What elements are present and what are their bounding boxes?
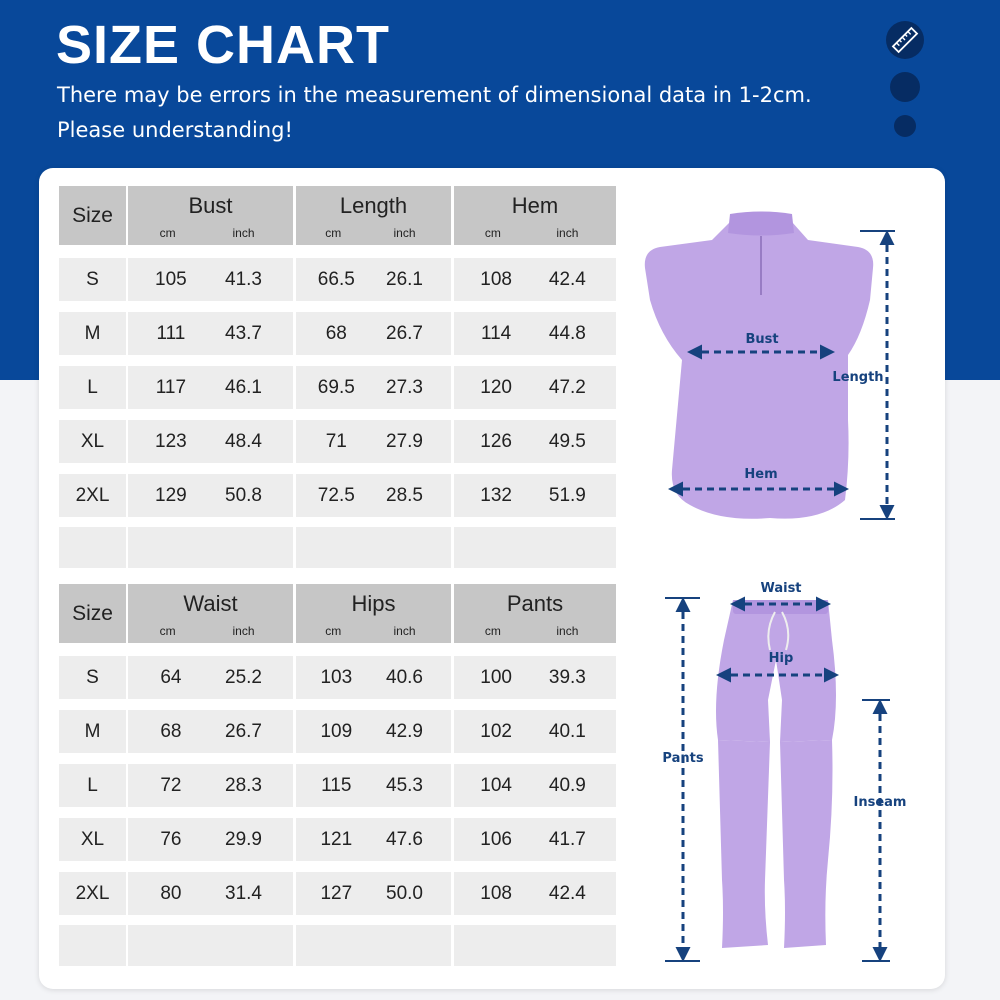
empty-cell xyxy=(296,925,451,966)
size-cell: 2XL xyxy=(59,872,126,915)
size-cell: S xyxy=(59,656,126,699)
pants-label: Pants xyxy=(662,751,704,766)
waist-cell: 72 28.3 xyxy=(128,764,293,807)
hem-column-header: Hem cm inch xyxy=(454,186,616,245)
hips-cell: 109 42.9 xyxy=(296,710,451,753)
subtitle-line-2: Please understanding! xyxy=(57,118,293,142)
page-title: SIZE CHART xyxy=(56,15,390,75)
subtitle-line-1: There may be errors in the measurement of dimensional data in 1-2cm. xyxy=(57,83,812,107)
bust-cell: 117 46.1 xyxy=(128,366,293,409)
top-garment-diagram xyxy=(630,205,910,535)
length-label: Length xyxy=(832,370,884,385)
bust-column-header: Bust cm inch xyxy=(128,186,293,245)
length-cell: 66.5 26.1 xyxy=(296,258,451,301)
hem-label: Hem xyxy=(744,467,778,482)
hem-cell: 108 42.4 xyxy=(454,258,616,301)
waist-label: Waist xyxy=(760,581,802,596)
size-cell: M xyxy=(59,710,126,753)
waist-cell: 80 31.4 xyxy=(128,872,293,915)
empty-cell xyxy=(454,527,616,568)
size-column-header: Size xyxy=(59,186,126,245)
bust-cell: 129 50.8 xyxy=(128,474,293,517)
pants-cell: 108 42.4 xyxy=(454,872,616,915)
hem-cell: 120 47.2 xyxy=(454,366,616,409)
pants-column-header: Pants cm inch xyxy=(454,584,616,643)
size-cell: 2XL xyxy=(59,474,126,517)
hips-cell: 103 40.6 xyxy=(296,656,451,699)
hips-cell: 115 45.3 xyxy=(296,764,451,807)
bust-cell: 111 43.7 xyxy=(128,312,293,355)
empty-cell xyxy=(296,527,451,568)
length-cell: 72.5 28.5 xyxy=(296,474,451,517)
waist-cell: 64 25.2 xyxy=(128,656,293,699)
pants-cell: 100 39.3 xyxy=(454,656,616,699)
size-cell: L xyxy=(59,366,126,409)
size-column-header: Size xyxy=(59,584,126,643)
ruler-icon xyxy=(886,21,924,59)
inseam-label: Inseam xyxy=(853,795,907,810)
size-cell: L xyxy=(59,764,126,807)
pants-cell: 106 41.7 xyxy=(454,818,616,861)
waist-column-header: Waist cm inch xyxy=(128,584,293,643)
size-cell: XL xyxy=(59,420,126,463)
bust-cell: 105 41.3 xyxy=(128,258,293,301)
hips-cell: 127 50.0 xyxy=(296,872,451,915)
hem-cell: 126 49.5 xyxy=(454,420,616,463)
pants-cell: 104 40.9 xyxy=(454,764,616,807)
decorative-dot xyxy=(890,72,920,102)
waist-cell: 76 29.9 xyxy=(128,818,293,861)
empty-cell xyxy=(59,925,126,966)
length-column-header: Length cm inch xyxy=(296,186,451,245)
empty-cell xyxy=(128,527,293,568)
length-cell: 68 26.7 xyxy=(296,312,451,355)
pants-garment-diagram xyxy=(640,570,920,970)
waist-cell: 68 26.7 xyxy=(128,710,293,753)
length-cell: 69.5 27.3 xyxy=(296,366,451,409)
size-cell: M xyxy=(59,312,126,355)
size-cell: S xyxy=(59,258,126,301)
size-cell: XL xyxy=(59,818,126,861)
pants-shape xyxy=(716,600,836,742)
empty-cell xyxy=(59,527,126,568)
hips-column-header: Hips cm inch xyxy=(296,584,451,643)
bust-cell: 123 48.4 xyxy=(128,420,293,463)
hip-label: Hip xyxy=(768,651,794,666)
hem-cell: 132 51.9 xyxy=(454,474,616,517)
bust-label: Bust xyxy=(745,332,779,347)
hem-cell: 114 44.8 xyxy=(454,312,616,355)
length-cell: 71 27.9 xyxy=(296,420,451,463)
pants-cell: 102 40.1 xyxy=(454,710,616,753)
empty-cell xyxy=(454,925,616,966)
decorative-dot xyxy=(894,115,916,137)
hips-cell: 121 47.6 xyxy=(296,818,451,861)
empty-cell xyxy=(128,925,293,966)
